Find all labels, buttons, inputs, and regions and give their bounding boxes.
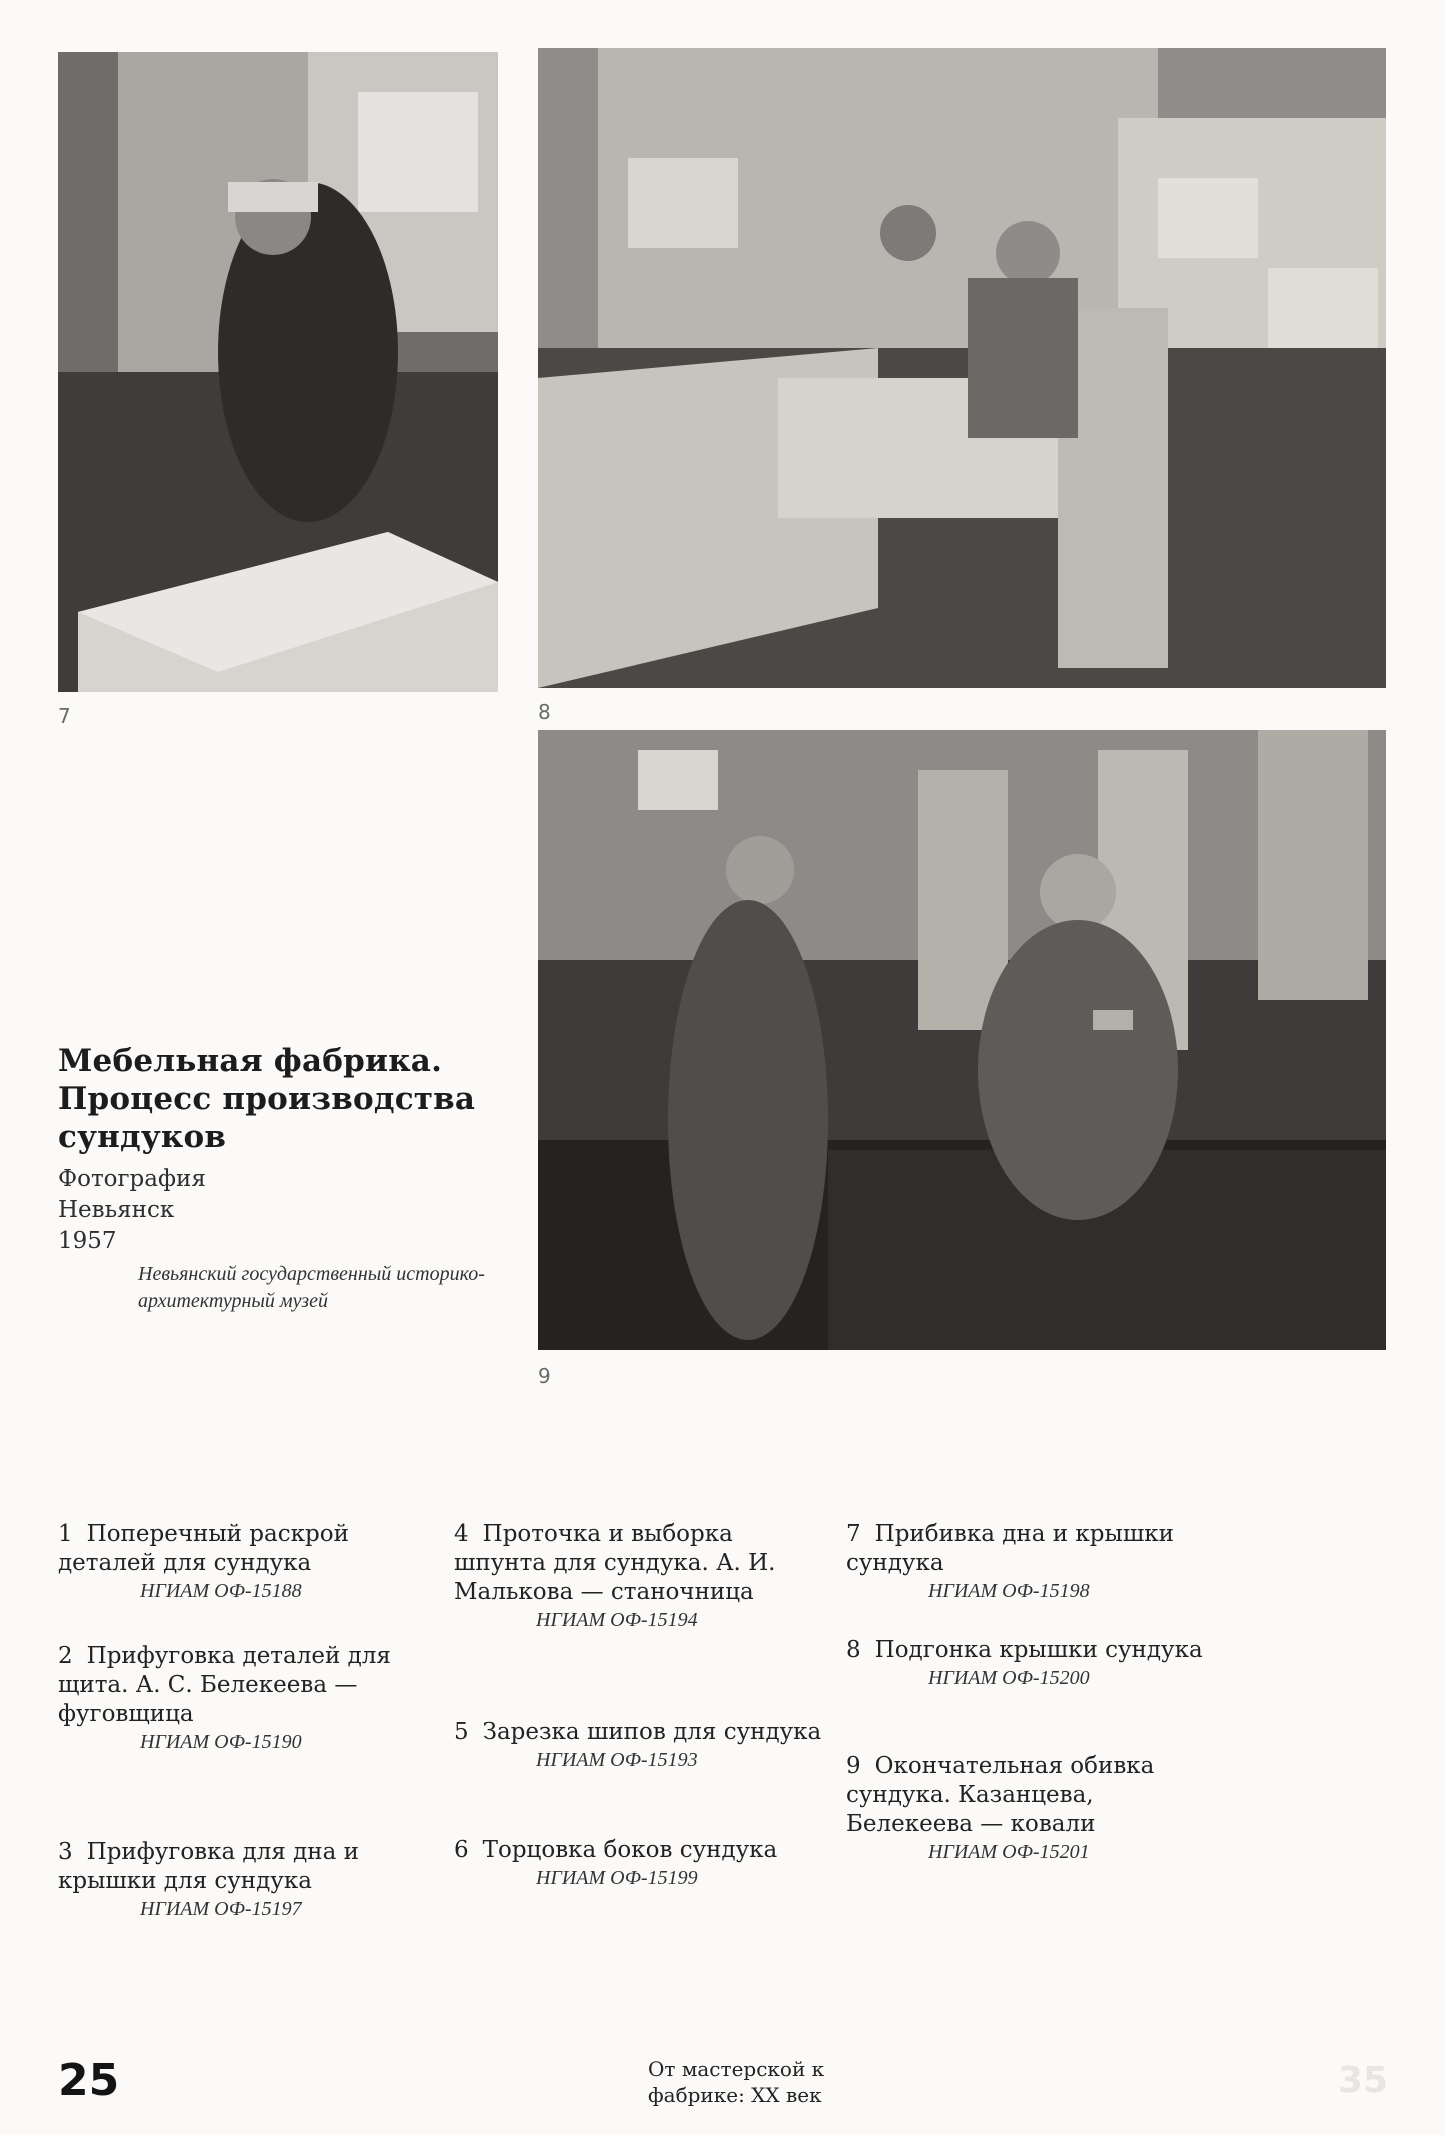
caption-5 bbox=[454, 1718, 824, 1774]
caption-2 bbox=[58, 1642, 428, 1756]
caption-number: 8 bbox=[846, 1637, 861, 1663]
caption-text: Зарезка шипов для сундука bbox=[482, 1719, 822, 1745]
running-title: От мастерской к фабрике: XX век bbox=[648, 2057, 825, 2107]
caption-text: Поперечный раскрой деталей для сундука bbox=[58, 1521, 349, 1576]
caption-6 bbox=[454, 1836, 824, 1892]
caption-text: Окончательная обивка сундука. Казанцева, Белекеева — ковали bbox=[846, 1753, 1155, 1837]
photo-9-image bbox=[538, 730, 1386, 1350]
photo-year: 1957 bbox=[58, 1228, 117, 1254]
caption-4 bbox=[454, 1520, 824, 1634]
photo-9-number: 9 bbox=[538, 1364, 551, 1388]
page-number: 25 bbox=[58, 2055, 120, 2106]
caption-code: НГИАМ ОФ-15201 bbox=[928, 1841, 1090, 1863]
caption-number: 2 bbox=[58, 1643, 73, 1669]
caption-7 bbox=[846, 1520, 1216, 1605]
caption-9 bbox=[846, 1752, 1216, 1866]
caption-text: Торцовка боков сундука bbox=[482, 1837, 778, 1863]
photo-8-image bbox=[538, 48, 1386, 688]
photo-7-number: 7 bbox=[58, 704, 71, 728]
page-title: Мебельная фабрика. Процесс производства сундуков bbox=[58, 1043, 476, 1155]
photo-8-number: 8 bbox=[538, 700, 551, 724]
photo-type: Фотография bbox=[58, 1166, 206, 1192]
caption-8 bbox=[846, 1636, 1216, 1692]
caption-code: НГИАМ ОФ-15199 bbox=[536, 1867, 698, 1889]
caption-1 bbox=[58, 1520, 428, 1605]
photo-7-image bbox=[58, 52, 498, 692]
caption-code: НГИАМ ОФ-15194 bbox=[536, 1609, 698, 1631]
caption-code: НГИАМ ОФ-15188 bbox=[140, 1580, 302, 1602]
caption-code: НГИАМ ОФ-15198 bbox=[928, 1580, 1090, 1602]
caption-text: Прифуговка для дна и крышки для сундука bbox=[58, 1839, 359, 1894]
caption-number: 3 bbox=[58, 1839, 73, 1865]
caption-code: НГИАМ ОФ-15197 bbox=[140, 1898, 302, 1920]
caption-text: Прибивка дна и крышки сундука bbox=[846, 1521, 1174, 1576]
caption-number: 4 bbox=[454, 1521, 469, 1547]
photo-9 bbox=[538, 730, 1386, 1350]
bleed-page-number: 35 bbox=[1338, 2060, 1389, 2101]
museum-name: Невьянский государственный историко-архитектурный музей bbox=[138, 1263, 485, 1312]
caption-number: 6 bbox=[454, 1837, 469, 1863]
caption-code: НГИАМ ОФ-15200 bbox=[928, 1667, 1090, 1689]
photo-8 bbox=[538, 48, 1386, 688]
caption-3 bbox=[58, 1838, 428, 1923]
photo-7 bbox=[58, 52, 498, 692]
caption-text: Подгонка крышки сундука bbox=[874, 1637, 1203, 1663]
photo-place: Невьянск bbox=[58, 1197, 175, 1223]
title-block bbox=[58, 1042, 488, 1315]
caption-code: НГИАМ ОФ-15190 bbox=[140, 1731, 302, 1753]
caption-number: 9 bbox=[846, 1753, 861, 1779]
caption-text: Проточка и выборка шпунта для сундука. А. И. Малькова — станочница bbox=[454, 1521, 776, 1605]
caption-code: НГИАМ ОФ-15193 bbox=[536, 1749, 698, 1771]
caption-number: 5 bbox=[454, 1719, 469, 1745]
caption-text: Прифуговка деталей для щита. А. С. Белекеева — фуговщица bbox=[58, 1643, 391, 1727]
caption-number: 1 bbox=[58, 1521, 73, 1547]
caption-number: 7 bbox=[846, 1521, 861, 1547]
